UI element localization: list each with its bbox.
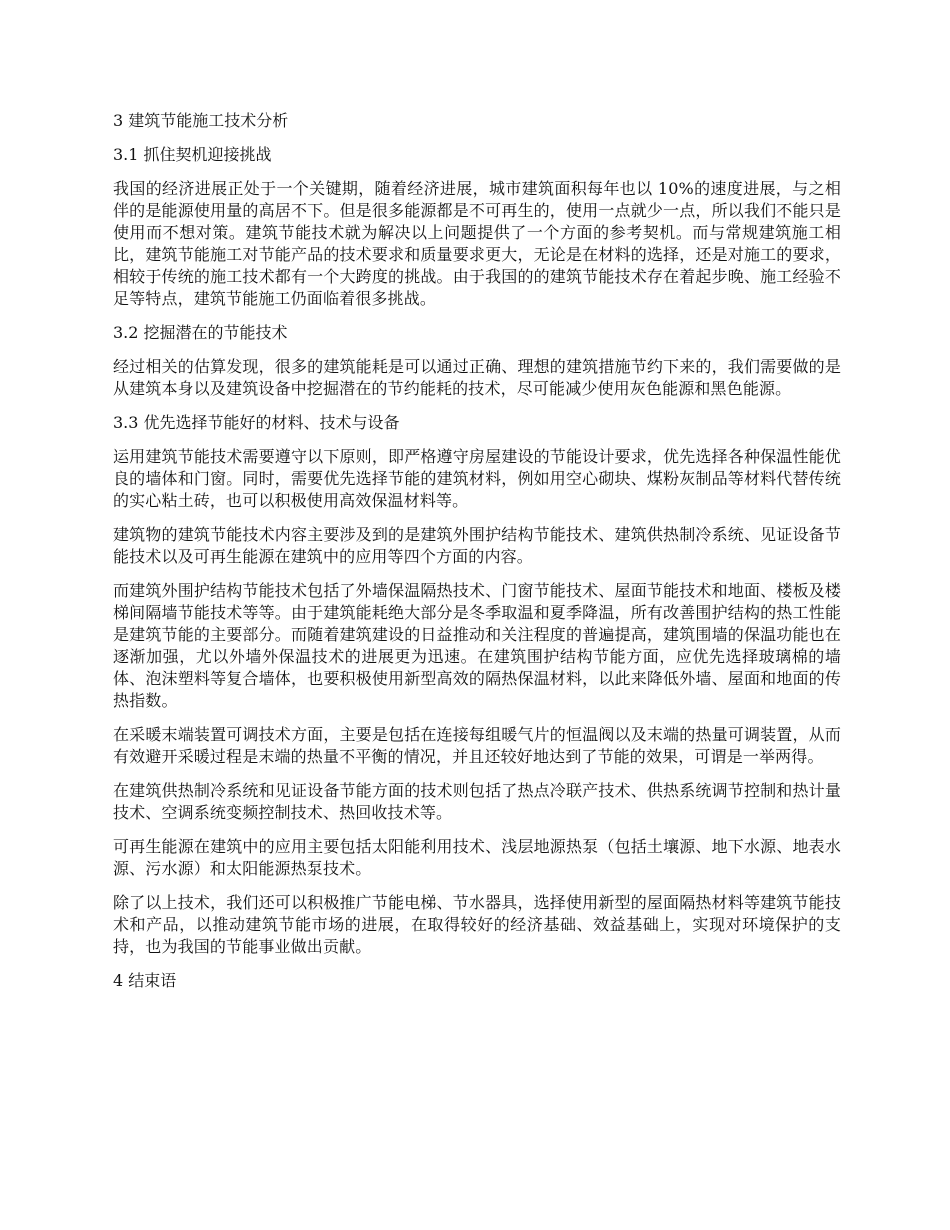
paragraph-3-3-renewable: 可再生能源在建筑中的应用主要包括太阳能利用技术、浅层地源热泵（包括土壤源、地下水源、地表水源、污水源）和太阳能源热泵技术。 [113, 837, 841, 878]
paragraph-3-3-envelope: 而建筑外围护结构节能技术包括了外墙保温隔热技术、门窗节能技术、屋面节能技术和地面、楼板及楼梯间隔墙节能技术等等。由于建筑能耗绝大部分是冬季取温和夏季降温，所有改善围护结构的热工性能是建筑节能的主要部分。而随着建筑建设的日益推动和关注程度的普遍提高，建筑围墙的保温功能也在逐渐加强，尤以外墙外保温技术的进展更为迅速。在建筑围护结构节能方面，应优先选择玻璃棉的墙体、泡沫塑料等复合墙体，也要积极使用新型高效的隔热保温材料，以此来降低外墙、屋面和地面的传热指数。 [113, 581, 841, 710]
paragraph-3-3-other: 除了以上技术，我们还可以积极推广节能电梯、节水器具，选择使用新型的屋面隔热材料等建筑节能技术和产品，以推动建筑节能市场的进展，在取得较好的经济基础、效益基础上，实现对环境保护的支持，也为我国的节能事业做出贡献。 [113, 893, 841, 956]
paragraph-3-3-hvac: 在建筑供热制冷系统和见证设备节能方面的技术则包括了热点冷联产技术、供热系统调节控制和热计量技术、空调系统变频控制技术、热回收技术等。 [113, 781, 841, 822]
subsection-heading-3-2: 3.2 挖掘潜在的节能技术 [113, 323, 288, 342]
paragraph-3-1: 我国的经济进展正处于一个关键期，随着经济进展，城市建筑面积每年也以 10%的速度进展，与之相伴的是能源使用量的高居不下。但是很多能源都是不可再生的，使用一点就少一点，所以我们不能只是使用而不想对策。建筑节能技术就为解决以上问题提供了一个方面的参考契机。而与常规建筑施工相比，建筑节能施工对节能产品的技术要求和质量要求更大，无论是在材料的选择，还是对施工的要求，相较于传统的施工技术都有一个大跨度的挑战。由于我国的的建筑节能技术存在着起步晚、施工经验不足等特点，建筑节能施工仍面临着很多挑战。 [113, 179, 841, 308]
section-heading-4: 4 结束语 [113, 971, 177, 990]
document-page [113, 110, 841, 1004]
paragraph-3-2: 经过相关的估算发现，很多的建筑能耗是可以通过正确、理想的建筑措施节约下来的，我们需要做的是从建筑本身以及建筑设备中挖掘潜在的节约能耗的技术，尽可能减少使用灰色能源和黑色能源。 [113, 357, 841, 398]
paragraph-3-3-heating-terminal: 在采暖末端装置可调技术方面，主要是包括在连接每组暖气片的恒温阀以及末端的热量可调装置，从而有效避开采暖过程是末端的热量不平衡的情况，并且还较好地达到了节能的效果，可谓是一举两得。 [113, 725, 841, 766]
subsection-heading-3-1: 3.1 抓住契机迎接挑战 [113, 145, 272, 164]
paragraph-3-3-scope: 建筑物的建筑节能技术内容主要涉及到的是建筑外围护结构节能技术、建筑供热制冷系统、见证设备节能技术以及可再生能源在建筑中的应用等四个方面的内容。 [113, 525, 841, 566]
section-heading-3: 3 建筑节能施工技术分析 [113, 111, 289, 130]
subsection-heading-3-3: 3.3 优先选择节能好的材料、技术与设备 [113, 413, 400, 432]
paragraph-3-3-principles: 运用建筑节能技术需要遵守以下原则，即严格遵守房屋建设的节能设计要求，优先选择各种保温性能优良的墙体和门窗。同时，需要优先选择节能的建筑材料，例如用空心砌块、煤粉灰制品等材料代替传统的实心粘土砖，也可以积极使用高效保温材料等。 [113, 447, 841, 510]
